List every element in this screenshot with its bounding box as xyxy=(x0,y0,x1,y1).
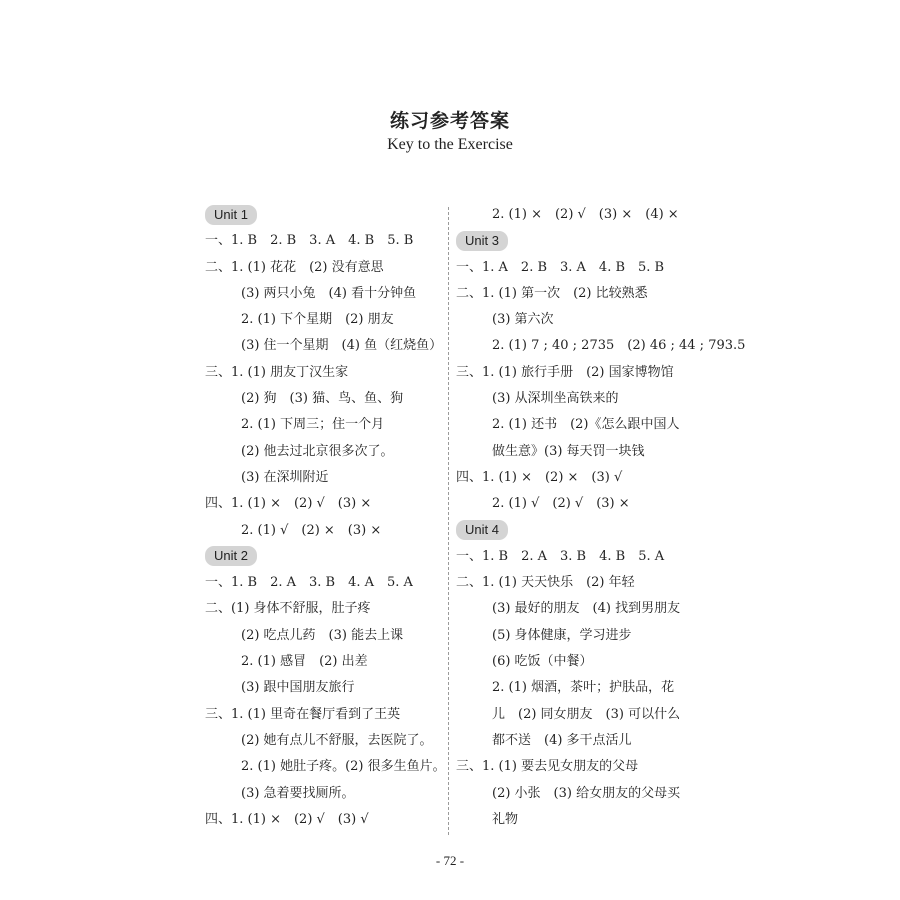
right-column xyxy=(456,202,746,833)
answer-line: (2) 小张 (3) 给女朋友的父母买 xyxy=(492,785,681,801)
unit-badge: Unit 3 xyxy=(456,231,508,251)
answer-line: 二、1. (1) 第一次 (2) 比较熟悉 xyxy=(456,285,648,301)
unit-heading xyxy=(456,228,696,254)
answer-line: 四、1. (1) × (2) √ (3) × xyxy=(205,496,372,512)
answer-line: 一、1. A 2. B 3. A 4. B 5. B xyxy=(456,259,665,275)
answer-line: 做生意》(3) 每天罚一块钱 xyxy=(492,443,645,459)
answer-line: 都不送 (4) 多干点活儿 xyxy=(492,732,632,748)
answer-line: 一、1. B 2. A 3. B 4. A 5. A xyxy=(205,575,413,591)
answer-line: 2. (1) 还书 (2)《怎么跟中国人 xyxy=(492,417,680,433)
unit-badge: Unit 2 xyxy=(205,546,257,566)
answer-line: (6) 吃饭（中餐） xyxy=(492,654,593,670)
answer-line: (3) 急着要找厕所。 xyxy=(241,785,355,801)
answer-line: (2) 狗 (3) 猫、鸟、鱼、狗 xyxy=(241,391,404,407)
answer-line: (3) 跟中国朋友旅行 xyxy=(241,680,355,696)
answer-line: 2. (1) 7 ; 40 ; 2735 (2) 46 ; 44 ; 793.5 xyxy=(492,338,746,354)
answer-line: 2. (1) √ (2) × (3) × xyxy=(241,522,382,538)
answer-line: (2) 她有点儿不舒服，去医院了。 xyxy=(241,732,433,748)
column-divider xyxy=(448,207,449,835)
unit-heading xyxy=(205,202,445,228)
answer-line: 2. (1) 下周三；住一个月 xyxy=(241,417,385,433)
answer-line: 四、1. (1) × (2) √ (3) √ xyxy=(205,811,369,827)
unit-badge: Unit 4 xyxy=(456,520,508,540)
answer-line: 一、1. B 2. B 3. A 4. B 5. B xyxy=(205,233,414,249)
answer-line: (5) 身体健康，学习进步 xyxy=(492,627,632,643)
answer-line: 三、1. (1) 要去见女朋友的父母 xyxy=(456,759,639,775)
page-title-cn: 练习参考答案 xyxy=(389,110,510,132)
answer-line: (3) 最好的朋友 (4) 找到男朋友 xyxy=(492,601,681,617)
answer-line: (3) 从深圳坐高铁来的 xyxy=(492,391,619,407)
answer-line: 2. (1) 她肚子疼。(2) 很多生鱼片。 xyxy=(241,759,446,775)
answer-line: 2. (1) 感冒 (2) 出差 xyxy=(241,654,368,670)
answer-line: 2. (1) √ (2) √ (3) × xyxy=(492,496,630,512)
unit-badge: Unit 1 xyxy=(205,205,257,225)
answer-line: 2. (1) 烟酒，茶叶；护肤品，花 xyxy=(492,680,675,696)
unit-heading xyxy=(456,518,696,544)
page-title-en: Key to the Exercise xyxy=(387,136,513,153)
answer-line: (3) 第六次 xyxy=(492,312,554,328)
unit-heading xyxy=(205,544,445,570)
answer-line: (2) 吃点儿药 (3) 能去上课 xyxy=(241,627,404,643)
answer-line: 三、1. (1) 朋友丁汉生家 xyxy=(205,364,349,380)
answer-line: 2. (1) 下个星期 (2) 朋友 xyxy=(241,312,394,328)
answer-line: 二、(1) 身体不舒服，肚子疼 xyxy=(205,601,371,617)
answer-line: 二、1. (1) 天天快乐 (2) 年轻 xyxy=(456,575,635,591)
answer-line: 儿 (2) 同女朋友 (3) 可以什么 xyxy=(492,706,681,722)
page-number: - 72 - xyxy=(435,853,465,868)
answer-line: 二、1. (1) 花花 (2) 没有意思 xyxy=(205,259,384,275)
answer-line: 四、1. (1) × (2) × (3) √ xyxy=(456,469,623,485)
answer-line: 三、1. (1) 旅行手册 (2) 国家博物馆 xyxy=(456,364,674,380)
answer-line: (2) 他去过北京很多次了。 xyxy=(241,443,394,459)
left-column xyxy=(205,202,445,833)
answer-line: 一、1. B 2. A 3. B 4. B 5. A xyxy=(456,548,665,564)
answer-line: (3) 住一个星期 (4) 鱼（红烧鱼） xyxy=(241,338,443,354)
answer-line: (3) 在深圳附近 xyxy=(241,469,329,485)
answer-line: 2. (1) × (2) √ (3) × (4) × xyxy=(492,207,679,222)
answer-line: (3) 两只小兔 (4) 看十分钟鱼 xyxy=(241,285,417,301)
answer-line: 礼物 xyxy=(492,811,519,827)
answer-line: 三、1. (1) 里奇在餐厅看到了王英 xyxy=(205,706,401,722)
